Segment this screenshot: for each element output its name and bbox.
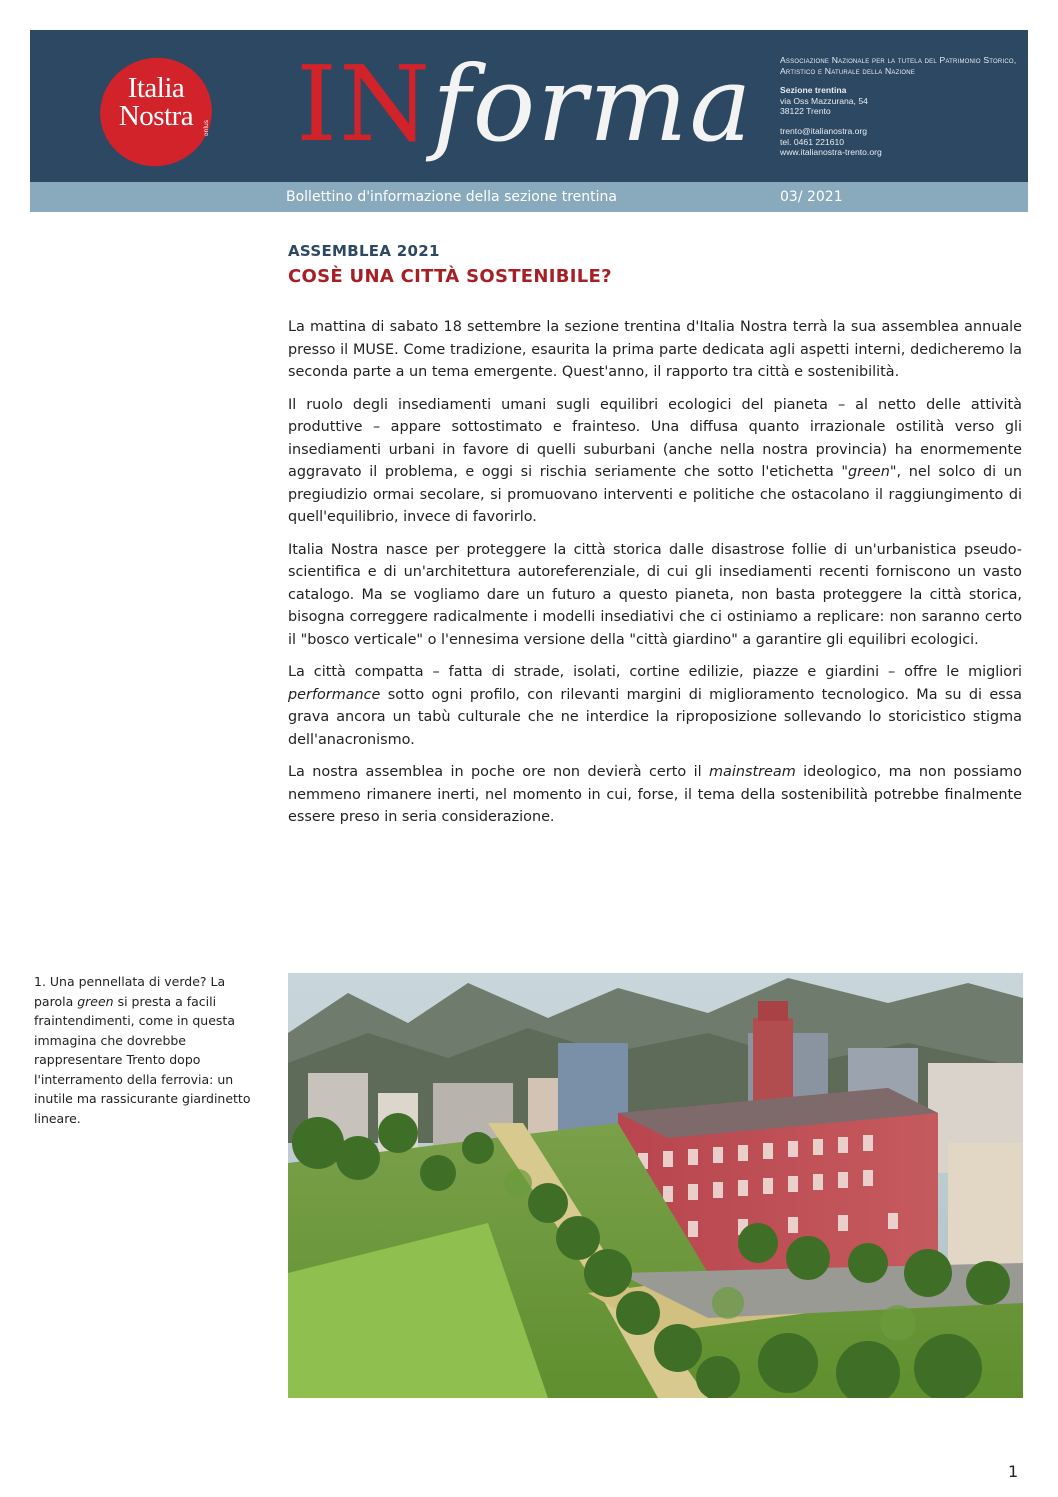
- paragraph-5: La nostra assemblea in poche ore non devierà certo il mainstream ideologico, ma non possiamo nemmeno rimanere inerti, nel momento in cui, forse, il tema della sostenibilità potrebbe finalmente essere preso in seria considerazione.: [288, 764, 1022, 825]
- page-number: 1: [1008, 1462, 1019, 1481]
- figure-caption: 1. Una pennellata di verde? La parola green si presta a facili fraintendimenti, come in questa immagina che dovrebbe rappresentare Trento dopo l'interramento della ferrovia: un inutile ma rassicurante giardinetto lineare.: [34, 974, 251, 1126]
- logo-onlus: onlus: [203, 120, 210, 137]
- paragraph-4: La città compatta – fatta di strade, isolati, cortine edilizie, piazze e giardini – offre le migliori performance sotto ogni profilo, con rilevanti margini di miglioramento tecnologico. Ma su di essa grava ancora un tabù culturale che ne interdice la riproposizione sollevando lo storicistico stigma dell'anacronismo.: [288, 664, 1022, 748]
- title-in: IN: [296, 43, 433, 165]
- logo-line-1: Italia: [127, 72, 185, 104]
- article-kicker: ASSEMBLEA 2021: [288, 242, 440, 260]
- city-rendering-image: [288, 973, 1023, 1398]
- logo-line-2: Nostra: [118, 100, 194, 132]
- issue-number: 03/ 2021: [780, 189, 843, 205]
- association-info: [780, 55, 1020, 158]
- section-name: Sezione trentina: [780, 85, 847, 96]
- association-name: Associazione Nazionale per la tutela del Patrimonio Storico, Artistico e Naturale della Nazione: [780, 55, 1017, 76]
- website: www.italianostra-trento.org: [780, 147, 882, 158]
- article-body: [288, 316, 1022, 839]
- paragraph-3: Italia Nostra nasce per proteggere la città storica dalle disastrose follie di un'urbanistica pseudo-scientifica e di un'architettura autoreferenziale, di cui gli insediamenti recenti forniscono un vasto catalogo. Ma se vogliamo dare un futuro a questo pianeta, non basta proteggere la città storica, bisogna correggere radicalmente i modelli insediativi che ci ostiniamo a replicare: non saranno certo il "bosco verticale" o l'ennesima versione della "città giardino" a garantire gli equilibri ecologici.: [288, 541, 1022, 648]
- subtitle-bar: [30, 182, 1028, 212]
- masthead: [30, 30, 1028, 182]
- paragraph-1: La mattina di sabato 18 settembre la sezione trentina d'Italia Nostra terrà la sua assemblea annuale presso il MUSE. Come tradizione, esaurita la prima parte dedicata agli aspetti interni, dedicheremo la seconda parte a un tema emergente. Quest'anno, il rapporto tra città e sostenibilità.: [288, 319, 1022, 380]
- title-forma: forma: [432, 43, 754, 165]
- bulletin-subtitle: Bollettino d'informazione della sezione trentina: [286, 189, 617, 205]
- address-line-1: via Oss Mazzurana, 54: [780, 95, 868, 106]
- email: trento@italianostra.org: [780, 125, 868, 136]
- italia-nostra-logo: [97, 50, 215, 168]
- article-headline: COSÈ UNA CITTÀ SOSTENIBILE?: [288, 266, 612, 287]
- newsletter-title: [296, 42, 754, 167]
- address-line-2: 38122 Trento: [780, 106, 831, 117]
- paragraph-2: Il ruolo degli insediamenti umani sugli equilibri ecologici del pianeta – al netto delle attività produttive – appare sottostimato e frainteso. Una diffusa quanto irrazionale ostilità verso gli insediamenti urbani in favore di quelli suburbani (anche nella nostra provincia) ha enormemente aggravato il problema, e oggi si rischia seriamente che sotto l'etichetta "green", nel solco di un pregiudizio ormai secolare, si promuovano interventi e politiche che ostacolano il raggiungimento di quell'equilibrio, invece di favorirlo.: [288, 396, 1022, 525]
- telephone: tel. 0461 221610: [780, 136, 845, 147]
